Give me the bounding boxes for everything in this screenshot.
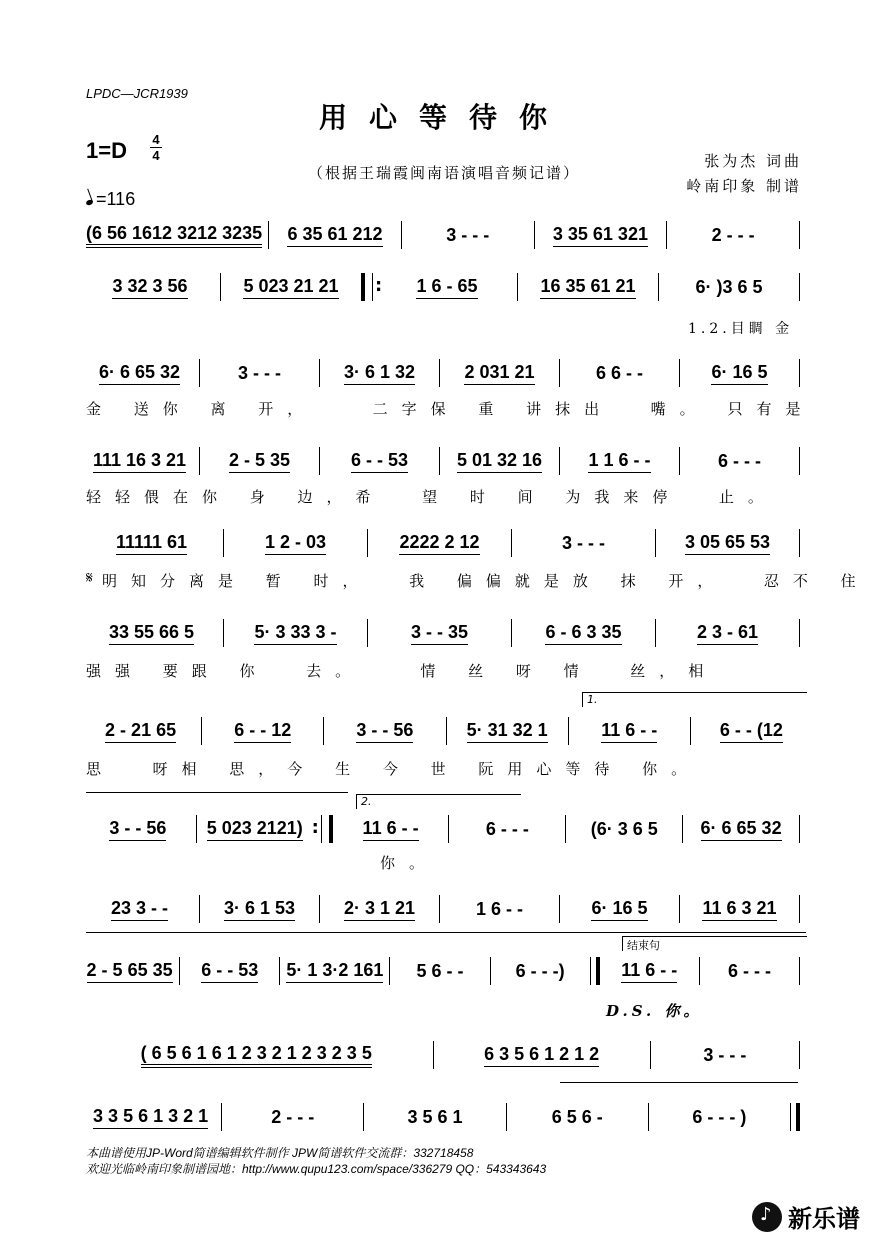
credit-arranger: 岭南印象 制谱 [686,177,802,195]
measure: 5· 31 32 1 [467,720,548,743]
measure: 11 6 - - [363,818,419,841]
measure: 3 - - 35 [411,622,468,645]
measure: 23 3 - - [111,898,168,921]
lyric-line: 金 送你 离 开， 二字保 重 讲抹出 嘴。 只有是 [86,400,815,418]
logo-text: 新乐谱 [788,1205,860,1233]
measure: 16 35 61 21 [540,276,635,299]
measure: 1 2 - 03 [265,532,326,555]
lyric-line: 你。 [380,854,439,872]
measure: 11 6 - - [621,960,677,983]
score-line-3 [86,360,806,386]
measure: 5 023 21 21 [243,276,338,299]
key-signature: 1=D [86,138,127,163]
song-title: 用心等待你 [318,101,569,134]
footer-software-note: 本曲谱使用JP-Word简谱编辑软件制作 JPW简谱软件交流群：332718458 [86,1146,474,1160]
measure: 3 5 6 1 [407,1106,463,1127]
score-line-9 [86,896,806,922]
measure: 6 6 - - [595,362,643,383]
measure: 11111 61 [116,532,187,555]
score-line-10 [86,958,806,984]
measure: 5 6 - - [416,960,464,981]
lyric-line: 1.2.目睭 金 [688,321,794,337]
quarter-note-icon [85,199,93,206]
lyric-line: 强强 要跟 你 去。 情 丝 呀 情 丝，相 [86,662,718,680]
measure: 5 01 32 16 [457,450,542,473]
music-disc-icon [752,1202,782,1232]
measure: 2 031 21 [464,362,534,385]
credit-lyrics-music: 张为杰 词曲 [704,152,802,170]
measure: 3· 6 1 32 [344,362,415,385]
score-line-6 [86,620,806,646]
measure: 6· 16 5 [711,362,767,385]
measure: 2· 3 1 21 [344,898,415,921]
subtitle: （根据王瑞霞闽南语演唱音频记谱） [307,164,580,182]
measure: 3 - - 56 [356,720,413,743]
system-divider [86,932,806,933]
score-line-2 [86,274,806,300]
measure: 6· 6 65 32 [701,818,782,841]
tempo-value: =116 [96,189,136,209]
measure: 6 - 6 3 35 [545,622,621,645]
measure: 1 1 6 - - [588,450,650,473]
measure: 3 32 3 56 [112,276,187,299]
time-signature [150,133,162,162]
measure: 6 - - 12 [234,720,291,743]
footer-website-link[interactable]: 欢迎光临岭南印象制谱园地：http://www.qupu123.com/space/336279 QQ：543343643 [86,1162,547,1176]
measure: 6 - - - [485,818,529,839]
measure: 2 - 5 35 [229,450,290,473]
measure: 1 6 - 65 [416,276,477,299]
measure: 2 - 21 65 [105,720,176,743]
measure: 3 3 5 6 1 3 2 1 [93,1106,208,1129]
measure: 11 6 3 21 [702,898,776,921]
measure: (6· 3 6 5 [590,818,658,839]
measure: ( 6 5 6 1 6 1 2 3 2 1 2 3 2 3 5 [141,1043,372,1068]
measure: 6 5 6 - [551,1106,603,1127]
measure: 6· 6 65 32 [99,362,180,385]
measure: 11 6 - - [601,720,657,743]
measure: 3 - - - [562,532,605,553]
measure: 6 3 5 6 1 2 1 2 [484,1044,599,1067]
measure: 6 - - - [718,450,761,471]
measure: 5 023 2121) [207,818,303,841]
measure: 6· 16 5 [591,898,647,921]
segno-sign: 𝄋 [86,568,93,587]
coda-label: 结束句 [622,936,807,951]
measure: 5· 3 33 3 - [254,622,336,645]
measure: 1 6 - - [475,898,523,919]
meter-top: 4 [152,132,160,147]
measure: 6 35 61 212 [287,224,382,247]
measure: 2222 2 12 [399,532,479,555]
score-line-4 [86,448,806,474]
score-line-7 [86,718,806,744]
site-logo[interactable] [752,1199,860,1234]
measure: 2 - 5 65 35 [87,960,173,983]
tempo-marking [86,189,135,210]
volta-2: 2. [356,794,521,809]
measure: 2 3 - 61 [697,622,758,645]
measure: 3 - - - [703,1044,747,1065]
volta-1-end-line [86,792,348,793]
score-line-11 [86,1042,806,1068]
measure: 2 - - - [271,1106,315,1127]
measure: 6 - - - [727,960,771,981]
measure: 111 16 3 21 [93,450,186,473]
volta-1: 1. [582,692,807,707]
measure: 3 - - 56 [109,818,166,841]
measure: 5· 1 3·2 161 [286,960,383,983]
measure: 6 - - (12 [720,720,783,743]
measure: 6 - - 53 [201,960,258,983]
measure: (6 56 1612 3212 3235 [86,223,262,248]
lyric-line: 轻轻偎在你 身 边，希 望 时 间 为我来停 止。 [86,488,777,506]
lyric-line: D.S. 你。 [606,1002,703,1020]
measure: 6 - - -) [515,960,565,981]
measure: 6 - - - ) [692,1106,747,1127]
measure: 3 - - - [238,362,281,383]
score-line-8 [86,816,806,842]
score-line-5 [86,530,806,556]
measure: 33 55 66 5 [109,622,194,645]
score-line-12 [86,1104,806,1130]
score-code: LPDC—JCR1939 [86,86,188,101]
lyric-line: 明知分离是 暂 时， 我 偏偏就是放 抹 开， 忍不 住 [102,572,870,590]
measure: 3 35 61 321 [553,224,648,247]
meter-bottom: 4 [152,148,160,163]
lyric-line: 思 呀相 思，今 生 今 世 阮用心等待 你。 [86,760,701,778]
score-line-1 [86,222,806,248]
measure: 6· )3 6 5 [695,276,763,297]
measure: 3 - - - [446,224,490,245]
ending-bracket-line [560,1082,798,1083]
measure: 6 - - 53 [351,450,408,473]
measure: 3· 6 1 53 [224,898,295,921]
measure: 3 05 65 53 [685,532,770,555]
measure: 2 - - - [711,224,755,245]
